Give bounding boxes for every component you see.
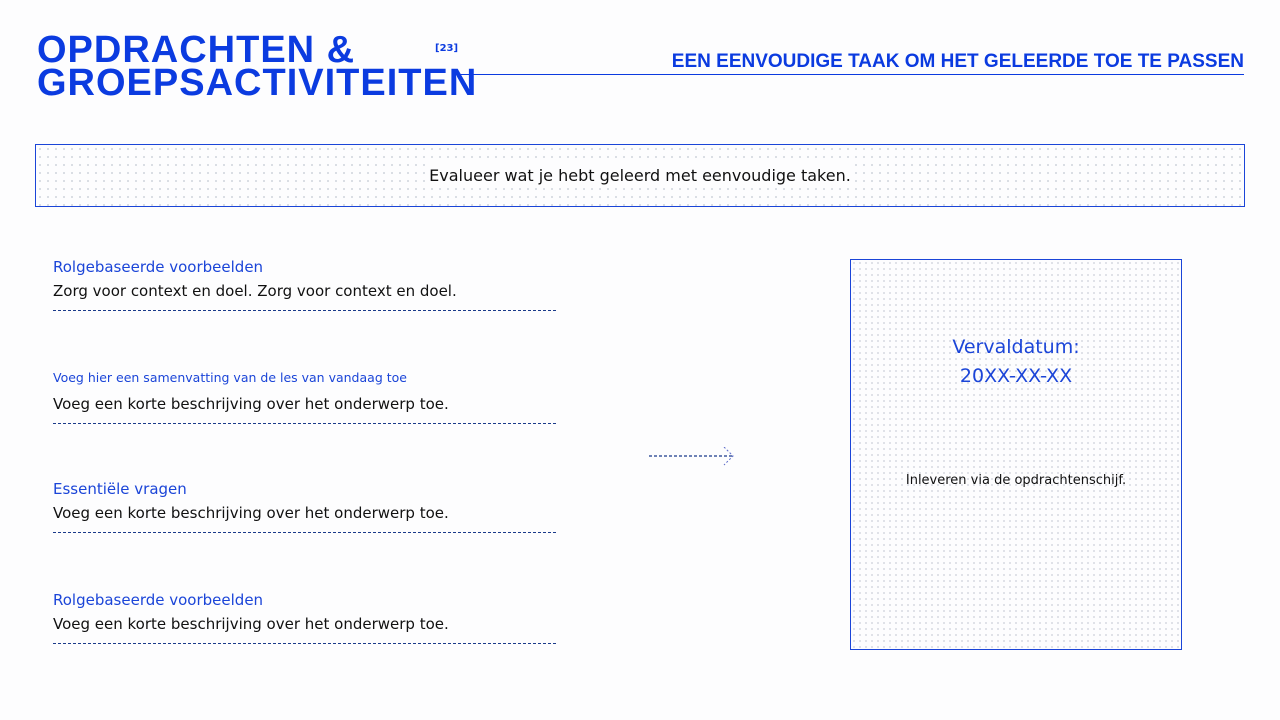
due-date: 20XX-XX-XX — [959, 365, 1073, 387]
list-item — [53, 480, 556, 533]
item-body: Voeg een korte beschrijving over het onderwerp toe. — [53, 395, 449, 413]
due-date-card — [850, 259, 1182, 650]
item-heading: Essentiële vragen — [53, 480, 187, 498]
item-heading: Rolgebaseerde voorbeelden — [53, 591, 264, 609]
page-title — [37, 29, 478, 104]
banner — [35, 144, 1245, 207]
banner-text: Evalueer wat je hebt geleerd met eenvoudige taken. — [425, 164, 855, 187]
item-body: Voeg een korte beschrijving over het onderwerp toe. — [53, 504, 449, 522]
subtitle: EEN EENVOUDIGE TAAK OM HET GELEERDE TOE TE PASSEN — [671, 51, 1244, 72]
submission-note: Inleveren via de opdrachtenschijf. — [905, 473, 1127, 488]
title-line-1: OPDRACHTEN & — [37, 29, 356, 71]
item-body: Voeg een korte beschrijving over het onderwerp toe. — [53, 615, 449, 633]
item-heading: Voeg hier een samenvatting van de les van vandaag toe — [53, 370, 407, 385]
list-item — [53, 370, 556, 424]
item-body: Zorg voor context en doel. Zorg voor context en doel. — [53, 282, 457, 300]
list-item — [53, 258, 556, 311]
item-heading: Rolgebaseerde voorbeelden — [53, 258, 264, 276]
arrow-right-icon — [649, 447, 739, 469]
list-item — [53, 591, 556, 644]
header-divider — [460, 74, 1244, 75]
title-line-2: GROEPSACTIVITEITEN — [37, 62, 478, 104]
page-number: [23] — [435, 43, 459, 54]
due-label: Vervaldatum: — [952, 336, 1080, 358]
